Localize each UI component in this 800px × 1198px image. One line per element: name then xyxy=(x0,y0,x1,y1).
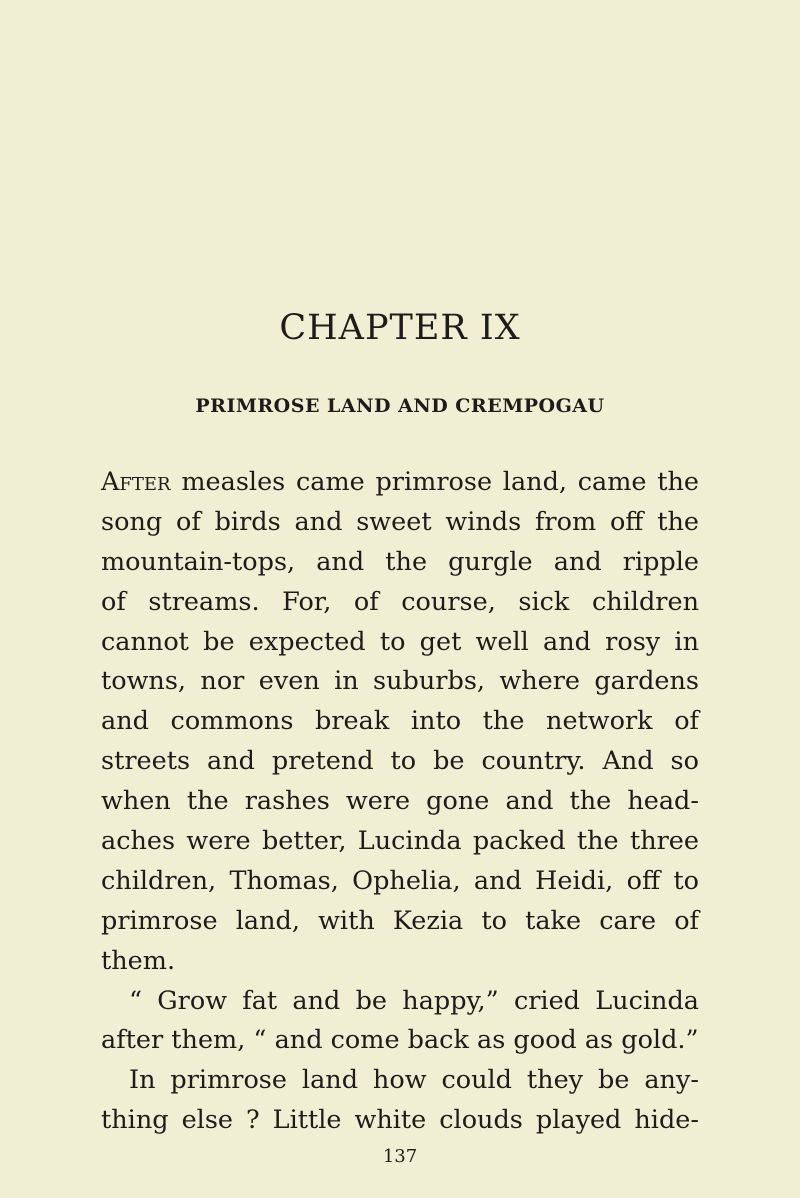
text-line-6: towns, nor even in suburbs, where gardens xyxy=(101,666,699,697)
text-line-8: streets and pretend to be country. And so xyxy=(101,746,699,777)
text-line-14: “ Grow fat and be happy,” cried Lucinda xyxy=(129,985,699,1016)
text-line-13: them. xyxy=(101,945,176,976)
text-line-1 xyxy=(101,463,699,503)
text-line-9: when the rashes were gone and the head- xyxy=(101,786,699,817)
chapter-subtitle: PRIMROSE LAND AND CREMPOGAU xyxy=(195,395,605,417)
text-line-1-rest: measles came primrose land, came the xyxy=(170,467,699,497)
text-line-12: primrose land, with Kezia to take care of xyxy=(101,905,699,936)
text-line-16: In primrose land how could they be any- xyxy=(129,1065,699,1096)
text-line-10: aches were better, Lucinda packed the three xyxy=(101,826,699,857)
text-line-17: thing else ? Little white clouds played hide- xyxy=(101,1105,699,1136)
text-line-11: children, Thomas, Ophelia, and Heidi, off to xyxy=(101,865,699,896)
text-line-15: after them, “ and come back as good as gold.” xyxy=(101,1025,699,1056)
page-number: 137 xyxy=(382,1146,418,1167)
body-text xyxy=(101,463,699,1141)
text-line-4: of streams. For, of course, sick children xyxy=(101,586,699,617)
chapter-heading: CHAPTER IX xyxy=(279,308,521,348)
text-line-7: and commons break into the network of xyxy=(101,706,699,737)
drop-word: After xyxy=(101,467,171,497)
text-line-3: mountain-tops, and the gurgle and ripple xyxy=(101,546,699,577)
text-line-2: song of birds and sweet winds from off the xyxy=(101,506,699,537)
text-line-5: cannot be expected to get well and rosy in xyxy=(101,626,699,657)
